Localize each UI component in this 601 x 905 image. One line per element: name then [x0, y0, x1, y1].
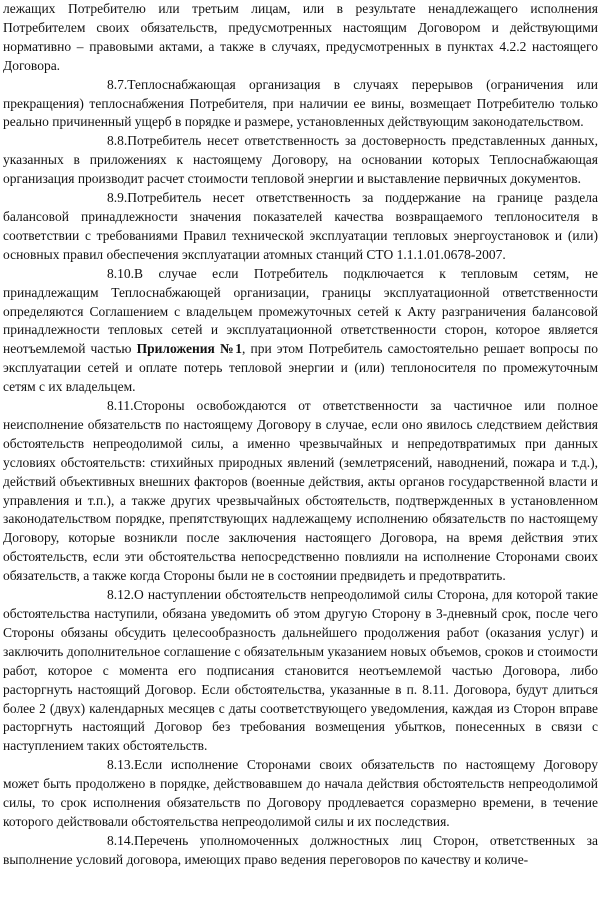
paragraph-text: Потребитель несет ответственность за достоверность представленных данных, указанных в приложениях к настоящему Договору, на основании которых Теплоснабжающая организация производит расчет стоимости тепловой энергии и выставление первичных документов.	[3, 133, 598, 187]
paragraph-text: Если исполнение Сторонами своих обязательств по настоящему Договору может быть продолжено в порядке, действовавшем до начала действия обстоятельств непреодолимой силы, то срок исполнения обязательств по Договору продлевается соразмерно времени, в течение которого действовали обстоятельства непреодолимой силы и их последствия.	[3, 757, 598, 829]
paragraph-number: 8.10.	[107, 265, 134, 281]
paragraph-number: 8.7.	[107, 76, 128, 92]
paragraph-8-10	[3, 265, 598, 397]
paragraph-text: Перечень уполномоченных должностных лиц Сторон, ответственных за выполнение условий договора, имеющих право ведения переговоров по качеству и количе-	[3, 832, 598, 867]
paragraph-text-after: , при этом Потребитель самостоятельно решает вопросы по эксплуатации сетей и оплате потерь тепловой энергии и (или) теплоносителя по промежуточным сетям с их владельцем.	[3, 341, 598, 395]
paragraph-8-13	[3, 756, 598, 832]
paragraph-text-before: В случае если Потребитель подключается к тепловым сетям, не принадлежащим Теплоснабжающей организации, границы эксплуатационной ответственности определяются Соглашением с владельцем промежуточных сетей к Акту разграничения балансовой принадлежности тепловых сетей и эксплуатационной ответственности сторон, которое является неотъемлемой частью	[3, 265, 598, 357]
paragraph-number: 8.11.	[107, 398, 134, 414]
paragraph-8-7	[3, 76, 598, 133]
paragraph-text: Стороны освобождаются от ответственности за частичное или полное неисполнение обязательств по настоящему Договору в случае, если оно явилось следствием действия обстоятельств непреодолимой силы, а именно чрезвычайных и непредотвратимых при данных условиях обстоятельств: стихийных природных явлений (землетрясений, наводнений, пожара и т.д.), действий объективных внешних факторов (военные действия, акты органов государственной власти и управления и т.п.), а также других чрезвычайных обстоятельств, подтвержденных в установленном законодательством порядке, препятствующих надлежащему исполнению обязательств по настоящему Договору, которые возникли после заключения настоящего Договора, на время действия этих обстоятельств, если эти обстоятельства непосредственно повлияли на исполнение Сторонами своих обязательств, а также когда Стороны были не в состоянии предвидеть и предотвратить.	[3, 398, 598, 584]
paragraph-number: 8.9.	[107, 190, 128, 206]
appendix-reference: Приложения №1	[136, 341, 242, 357]
paragraph-8-8	[3, 132, 598, 189]
paragraph-number: 8.8.	[107, 133, 128, 149]
paragraph-8-11	[3, 397, 598, 586]
paragraph-text: Потребитель несет ответственность за поддержание на границе раздела балансовой принадлежности значения показателей качества возвращаемого теплоносителя в соответствии с требованиями Правил технической эксплуатации тепловых энергоустановок и (или) основных правил обеспечения эксплуатации атомных станций СТО 1.1.1.01.0678-2007.	[3, 190, 598, 262]
paragraph-number: 8.12.	[107, 587, 134, 603]
paragraph-text: О наступлении обстоятельств непреодолимой силы Сторона, для которой такие обстоятельства наступили, обязана уведомить об этом другую Сторону в 3-дневный срок, после чего Стороны обязаны обсудить целесообразность дальнейшего продолжения работ (оказания услуг) и заключить дополнительное соглашение с обязательным указанием новых объемов, сроков и стоимости работ, которое с момента его подписания становится неотъемлемой частью Договора, либо расторгнуть настоящий Договор. Если обстоятельства, указанные в п. 8.11. Договора, будут длиться более 2 (двух) календарных месяцев с даты соответствующего уведомления, каждая из Сторон вправе расторгнуть настоящий Договор без требования возмещения убытков, понесенных в связи с наступлением таких обстоятельств.	[3, 587, 598, 754]
paragraph-8-9	[3, 189, 598, 265]
paragraph-8-14	[3, 832, 598, 870]
paragraph-text: Теплоснабжающая организация в случаях перерывов (ограничения или прекращения) теплоснабжения Потребителя, при наличии ее вины, возмещает Потребителю только реально причиненный ущерб в порядке и размере, установленных действующим законодательством.	[3, 76, 598, 130]
paragraph-8-12	[3, 586, 598, 756]
paragraph-text: лежащих Потребителю или третьим лицам, или в результате ненадлежащего исполнения Потребителем своих обязательств, предусмотренных настоящим Договором и действующими нормативно – правовыми актами, а также в случаях, предусмотренных в пунктах 4.2.2 настоящего Договора.	[3, 1, 598, 73]
paragraph-continuation	[3, 0, 598, 76]
paragraph-number: 8.13.	[107, 757, 134, 773]
paragraph-number: 8.14.	[107, 832, 134, 848]
